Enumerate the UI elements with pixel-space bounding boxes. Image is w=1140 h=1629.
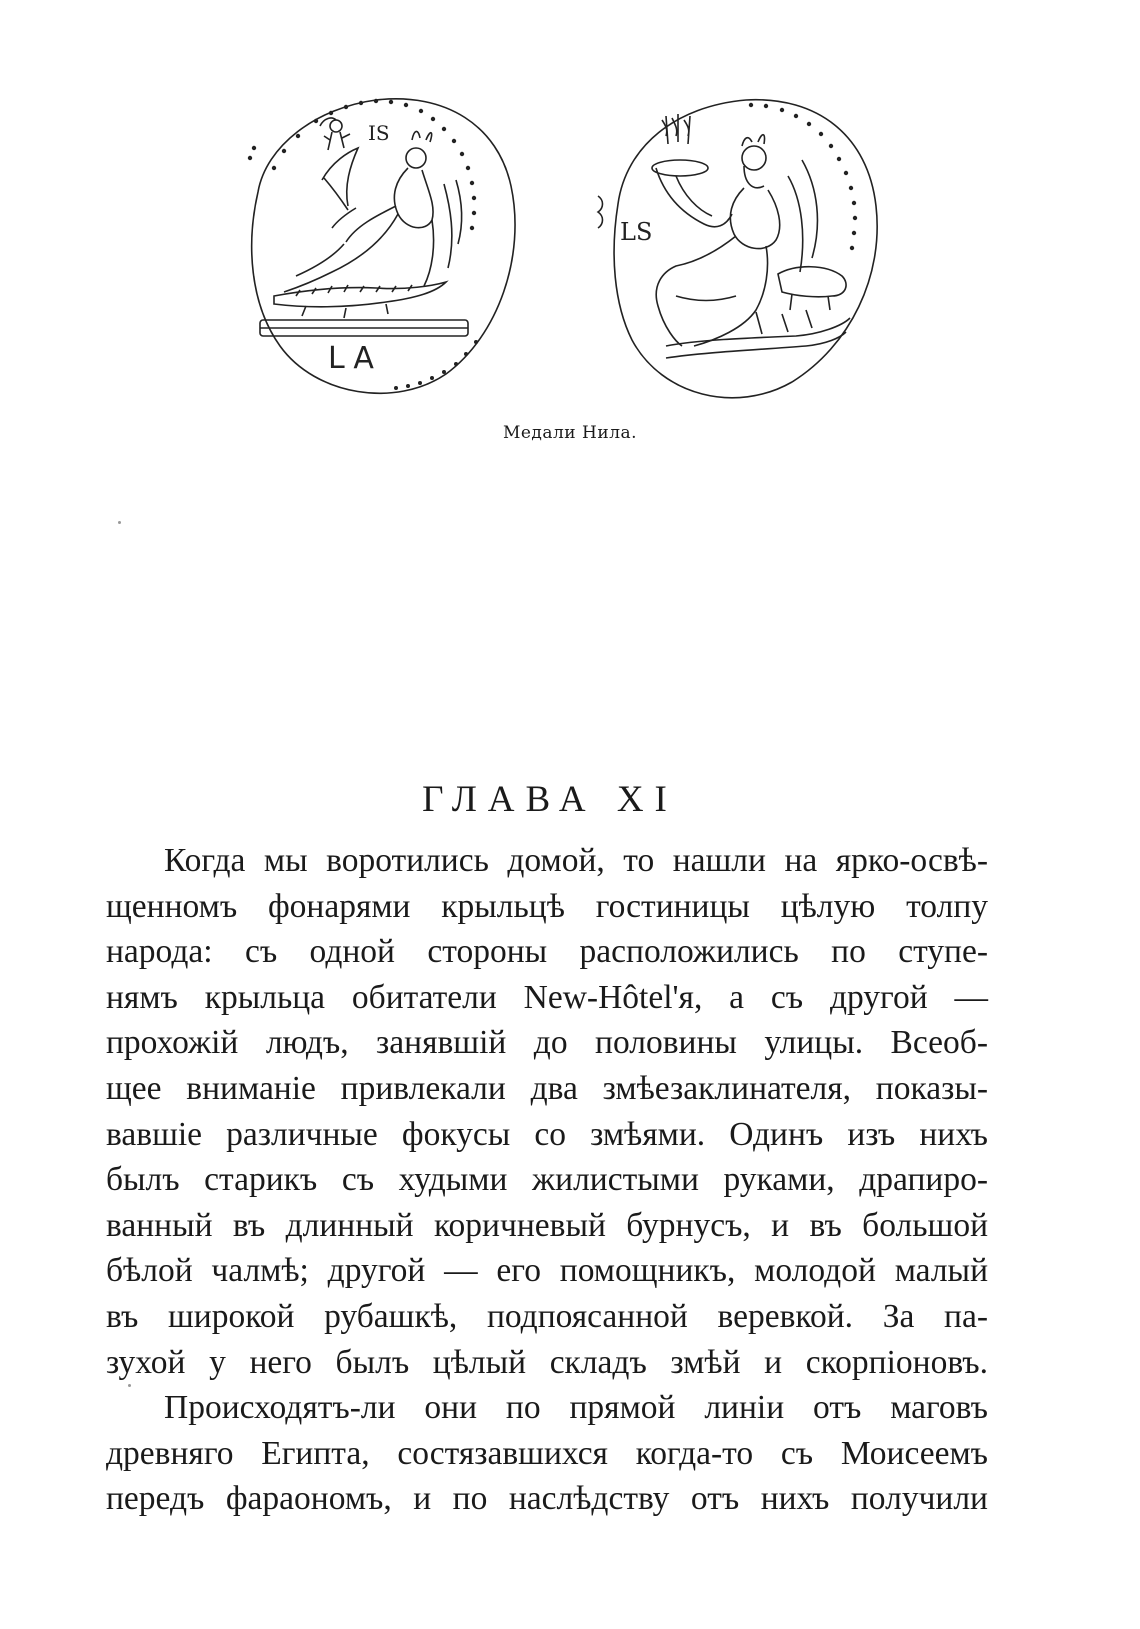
text-line: въ широкой рубашкѣ, подпоясанной веревкой. За па- xyxy=(106,1297,988,1335)
text-line: щее вниманіе привлекали два змѣезаклинателя, показы- xyxy=(106,1069,988,1107)
text-line: вавшіе различные фокусы со змѣями. Одинъ изъ нихъ xyxy=(106,1115,988,1153)
text-line: нямъ крыльца обитатели New-Hôtel'я, а съ другой — xyxy=(106,978,988,1016)
text-line: Происходятъ-ли они по прямой линіи отъ маговъ xyxy=(164,1389,988,1427)
text-line: щенномъ фонарями крыльцѣ гостиницы цѣлую толпу xyxy=(106,887,988,925)
left-medal-bottom-inscription: LA xyxy=(328,341,382,376)
text-line: передъ фараономъ, и по наслѣдству отъ нихъ получили xyxy=(106,1480,988,1518)
body-text xyxy=(106,838,988,1522)
text-line: былъ старикъ съ худыми жилистыми руками, драпиро- xyxy=(106,1161,988,1199)
chapter-title: ГЛАВА XI xyxy=(422,779,678,820)
text-line: бѣлой чалмѣ; другой — его помощникъ, молодой малый xyxy=(106,1252,988,1290)
print-speck xyxy=(118,521,121,524)
figure-caption: Медали Нила. xyxy=(502,423,638,443)
text-line: древняго Египта, состязавшихся когда-то съ Моисеемъ xyxy=(106,1434,988,1472)
left-medal xyxy=(248,99,515,393)
text-line: прохожій людъ, занявшій до половины улицы. Всеоб- xyxy=(106,1024,988,1062)
paragraph-1 xyxy=(106,838,988,1385)
text-line: ванный въ длинный коричневый бурнусъ, и въ большой xyxy=(106,1206,988,1244)
right-medal-side-inscription: LS xyxy=(620,218,653,246)
text-line: народа: съ одной стороны расположились по ступе- xyxy=(106,933,988,971)
right-medal xyxy=(598,100,877,398)
text-line: зухой у него былъ цѣлый складъ змѣй и скорпіоновъ. xyxy=(106,1343,988,1381)
nile-medals-illustration xyxy=(236,96,926,414)
paragraph-2 xyxy=(106,1385,988,1522)
left-medal-top-inscription: IS xyxy=(368,121,390,145)
text-line: Когда мы воротились домой, то нашли на ярко-освѣ- xyxy=(164,842,988,879)
